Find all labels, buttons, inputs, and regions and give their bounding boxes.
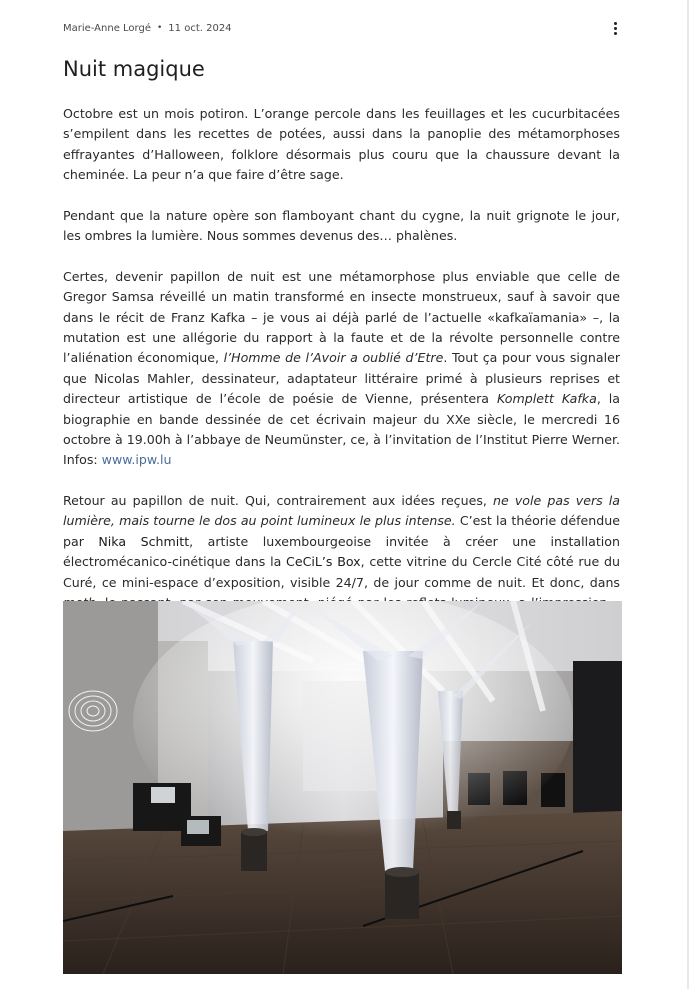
paragraph-1: Octobre est un mois potiron. L’orange percole dans les feuillages et les cucurbitacées s’empilent dans les recettes de potées, aussi dans la panoplie des métamorphoses effrayantes d’Halloween, folklore désormais plus couru que la chaussure devant la cheminée. La peur n’a que faire d’être sage. (63, 106, 620, 183)
paragraph-2: Pendant que la nature opère son flamboyant chant du cygne, la nuit grignote le jour, les ombres la lumière. Nous sommes devenus des… phalènes. (63, 207, 620, 244)
text-run: , artiste luxembourgeoise invitée à créer une installation électromécanico-cinétique dans la (63, 533, 620, 570)
photo-illustration (63, 601, 622, 974)
author-name[interactable]: Marie-Anne Lorgé (63, 22, 151, 34)
installation-photo[interactable] (63, 601, 622, 974)
text-run: . Tout ça pour vous signaler que Nicolas Mahler, dessinateur, adaptateur littéraire primé à plusieurs reprises et directeur artistique de l’école de poésie de Vienne, présentera (63, 350, 620, 407)
text-run: Retour au papillon de nuit. Qui, contrairement aux idées reçues, (63, 493, 494, 509)
italic-quote: l’Homme de l’Avoir a oublié d’Etre (223, 350, 444, 366)
post-body (63, 104, 620, 654)
text-run: , la biographie en bande dessinée de cet écrivain majeur du XXe siècle, le mercredi 16 octobre à 19.00h à l’abbaye de Neumünster, ce, à l’invitation de l’Institut Pierre Werner. Infos: (63, 391, 620, 468)
book-title: Komplett Kafka (496, 391, 597, 407)
post-date: 11 oct. 2024 (168, 22, 232, 34)
more-dot (614, 32, 617, 35)
venue-link[interactable]: CeCiL’s Box (286, 554, 361, 570)
text-run: , cette vitrine du Cercle Cité côté rue du Curé, ce mini-espace d’exposition, visible 24/7, de jour comme de nuit. Et donc, dans (63, 554, 620, 590)
more-options-icon[interactable] (607, 20, 623, 36)
ipw-link[interactable]: www.ipw.lu (101, 452, 172, 468)
text-run: Certes, devenir papillon de nuit est une métamorphose plus enviable que celle de Gregor Samsa réveillé un matin transformé en insecte monstrueux, sauf à savoir que dans le récit de Franz Kafka – je vous ai déjà parlé de l’actuelle «kafkaïamania» –, la mutation est une allégorie du rapport à la faute et de la révolte personnelle contre l’aliénation économique, (63, 268, 620, 366)
meta-separator: • (156, 23, 163, 33)
italic-quote: ne vole pas vers la lumière, mais tourne le dos au point lumineux le plus intense. (63, 493, 620, 529)
artist-link[interactable]: Nika Schmitt (98, 533, 190, 549)
more-dot (614, 27, 617, 30)
text-run: C’est la théorie défendue par (63, 513, 621, 549)
more-dot (614, 22, 617, 25)
post-title: Nuit magique (63, 57, 205, 81)
post-meta (63, 20, 623, 36)
paragraph-3 (63, 267, 620, 471)
